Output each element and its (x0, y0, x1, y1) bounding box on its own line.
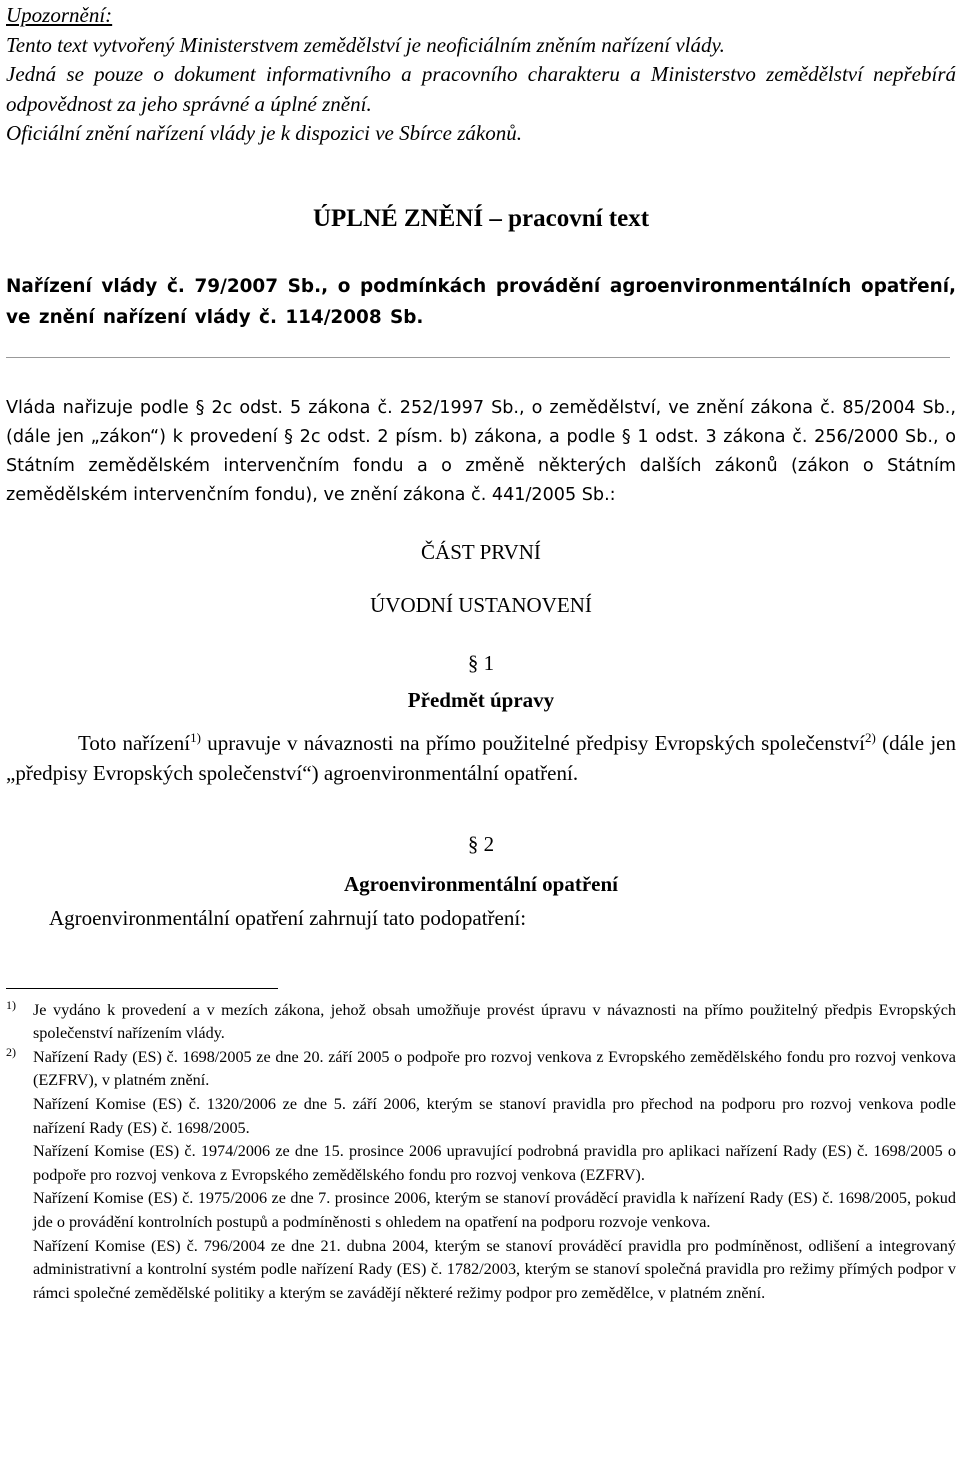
footnote-mark: 1) (6, 997, 16, 1012)
footnote-ref: 1) (190, 729, 201, 745)
footnote-text: Nařízení Komise (ES) č. 796/2004 ze dne 21. dubna 2004, kterým se stanoví prováděcí pravidla pro podmíněnost, odlišení a integrovaný administrativní a kontrolní systém podle nařízení Rady (ES) č. 1782/2003, kterým se stanoví společná pravidla pro režimy přímých podpor v rámci společné zemědělské politiky a kterým se zavádějí některé režimy podpor pro zemědělce, v platném znění. (33, 1236, 956, 1302)
text-run: upravuje v návaznosti na přímo použitelné předpisy Evropských společenství (200, 730, 865, 755)
notice-line: Jedná se pouze o dokument informativního a pracovního charakteru a Ministerstvo zemědělství nepřebírá odpovědnost za jeho správné a úplné znění. (6, 62, 956, 116)
document-title: ÚPLNÉ ZNĚNÍ – pracovní text (312, 204, 650, 232)
paragraph-text (6, 728, 956, 788)
paragraph-number: § 2 (467, 831, 495, 856)
paragraph-heading: Předmět úpravy (407, 687, 555, 712)
document-page (6, 0, 956, 1305)
text-run: (dále jen „předpisy Evropských společenství“) agroenvironmentální opatření. (6, 730, 956, 785)
notice-line: Oficiální znění nařízení vlády je k dispozici ve Sbírce zákonů. (6, 121, 522, 145)
notice-heading: Upozornění: (6, 3, 113, 27)
notice-line: Tento text vytvořený Ministerstvem zemědělství je neoficiálním zněním nařízení vlády. (6, 32, 725, 57)
footnote (6, 1046, 956, 1306)
paragraph-heading: Agroenvironmentální opatření (344, 871, 618, 896)
text-run: Toto nařízení (78, 730, 191, 755)
preamble: Vláda nařizuje podle § 2c odst. 5 zákona č. 252/1997 Sb., o zemědělství, ve znění zákona č. 85/2004 Sb., (dále jen „zákon“) k provedení § 2c odst. 2 písm. b) zákona, a podle § 1 odst. 3 zákona č. 256/2000 Sb., o Státním zemědělském intervenčním fondu a o změně některých dalších zákonů (zákon o Státním zemědělském intervenčním fondu), ve znění zákona č. 441/2005 Sb.: (6, 397, 956, 506)
regulation-name: Nařízení vlády č. 79/2007 Sb., o podmínkách provádění agroenvironmentálních opatření, ve znění nařízení vlády č. 114/2008 Sb. (6, 275, 956, 328)
footnote-text: Nařízení Komise (ES) č. 1975/2006 ze dne 7. prosince 2006, kterým se stanoví prováděcí pravidla k nařízení Rady (ES) č. 1698/2005, pokud jde o provádění kontrolních postupů a podmíněnosti s ohledem na opatření na podporu rozvoje venkova. (33, 1189, 956, 1232)
footnote-text: Nařízení Komise (ES) č. 1974/2006 ze dne 15. prosince 2006 upravující podrobná pravidla pro aplikaci nařízení Rady (ES) č. 1698/2005 o podpoře pro rozvoj venkova z Evropského zemědělského fondu pro rozvoj venkova (EZFRV). (33, 1142, 956, 1184)
part-heading: ČÁST PRVNÍ (421, 539, 541, 564)
paragraph-text: Agroenvironmentální opatření zahrnují tato podopatření: (49, 905, 527, 930)
footnote (6, 999, 956, 1046)
paragraph-number: § 1 (467, 650, 495, 675)
section-heading: ÚVODNÍ USTANOVENÍ (370, 592, 592, 617)
footnote-mark: 2) (6, 1044, 16, 1059)
disclaimer-notice (6, 0, 956, 149)
footnote-text: Nařízení Rady (ES) č. 1698/2005 ze dne 20. září 2005 o podpoře pro rozvoj venkova z Evropského zemědělského fondu pro rozvoj venkova (EZFRV), v platném znění. (33, 1047, 956, 1090)
footnote-text: Je vydáno k provedení a v mezích zákona, jehož obsah umožňuje provést úpravu v návaznosti na přímo použitelný předpis Evropských společenství nařízením vlády. (33, 1000, 956, 1043)
footnote-text: Nařízení Komise (ES) č. 1320/2006 ze dne 5. září 2006, kterým se stanoví pravidla pro přechod na podporu pro rozvoj venkova podle nařízení Rady (ES) č. 1698/2005. (33, 1095, 956, 1137)
footnote-ref: 2) (865, 729, 876, 745)
footnote-divider (6, 988, 278, 989)
divider (6, 357, 950, 358)
